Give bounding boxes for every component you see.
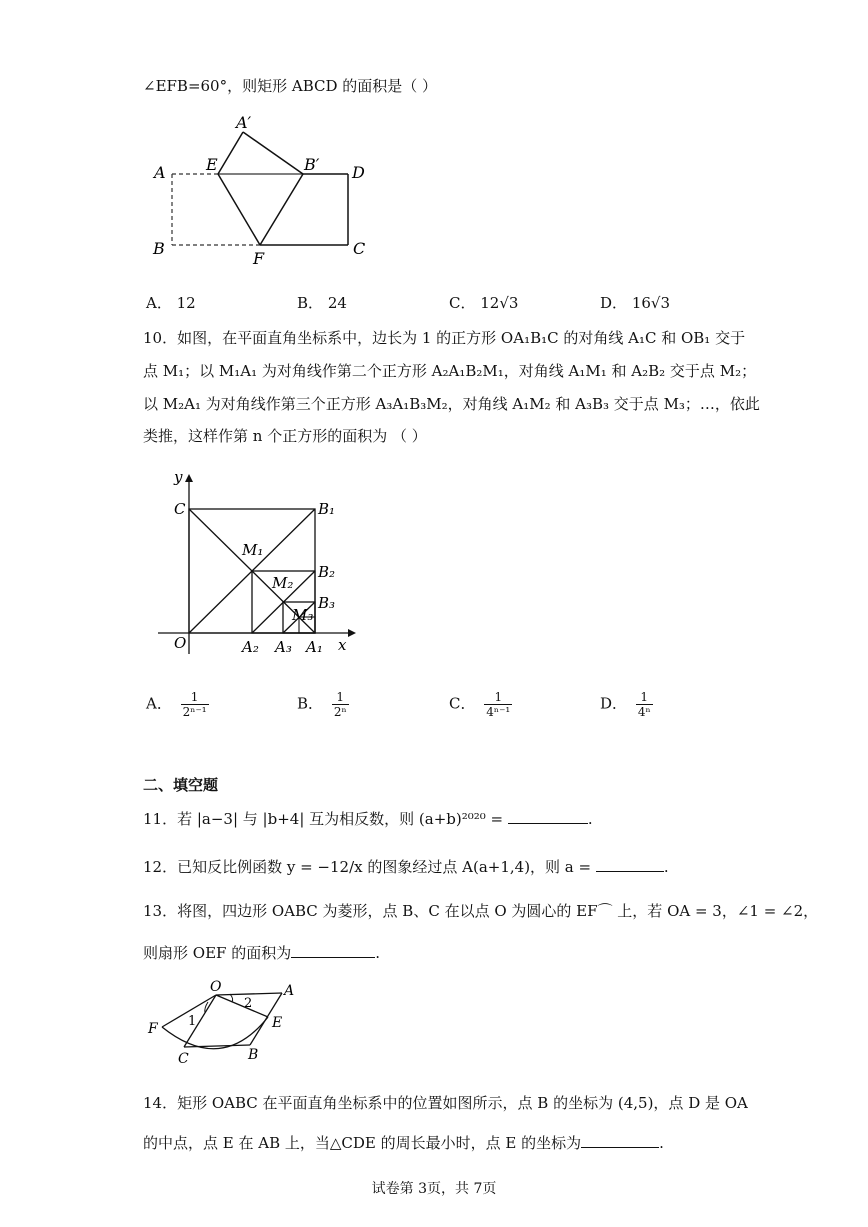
label-b3: B₃ [318,594,336,612]
label-f: F [253,249,265,268]
q9-rectangle-fold-figure [140,108,380,268]
q9-option-a: A． 12 [146,294,196,312]
q9-text-tail: ∠EFB=60°，则矩形 ABCD 的面积是（ ） [143,77,438,95]
label-a-prime: A′ [236,113,252,132]
label-o: O [174,634,187,652]
label-a2: A₂ [242,638,259,656]
label-a1: A₁ [306,638,323,656]
label-b: B [248,1047,259,1063]
q14-answer-blank[interactable] [581,1133,659,1148]
q9-option-b: B． 24 [297,294,347,312]
label-a: A [284,983,295,999]
q10-line-4: 类推，这样作第 n 个正方形的面积为 （ ） [143,427,427,445]
q13-line-2: 则扇形 OEF 的面积为 . [143,944,380,962]
q10-line-3: 以 M₂A₁ 为对角线作第三个正方形 A₃A₁B₃M₂，对角线 A₁M₂ 和 A₃B₃ 交于点 M₃；…，依此 [143,395,760,413]
label-x: x [338,636,347,654]
label-m1: M₁ [242,541,264,559]
label-c: C [178,1051,189,1065]
label-e: E [272,1015,283,1031]
label-y: y [174,468,183,486]
q11-answer-blank[interactable] [508,809,588,824]
label-o: O [210,979,222,995]
q10-option-b: B． $\frac{1}{\text{2ⁿ}}$ [297,690,347,719]
q12-text: 12．已知反比例函数 y = −12/x 的图象经过点 A(a+1,4)，则 a = . [143,858,669,876]
q10-line-2: 点 M₁；以 M₁A₁ 为对角线作第二个正方形 A₂A₁B₂M₁，对角线 A₁M₁ 和 A₂B₂ 交于点 M₂； [143,362,757,380]
q11-text: 11．若 |a−3| 与 |b+4| 互为相反数，则 (a+b)²⁰²⁰ = . [143,810,593,828]
label-c: C [174,500,186,518]
label-angle-1: 1 [188,1014,197,1029]
q12-answer-blank[interactable] [596,857,664,872]
label-m3: M₃ [292,606,314,624]
q14-line-1: 14．矩形 OABC 在平面直角坐标系中的位置如图所示，点 B 的坐标为 (4,5)，点 D 是 OA [143,1094,748,1112]
q13-sector-rhombus-figure [142,975,312,1065]
q9-option-c: C． 12√3 [449,294,519,312]
label-b1: B₁ [318,500,336,518]
label-b: B [153,239,165,258]
label-angle-2: 2 [244,996,253,1011]
label-b-prime: B′ [304,155,320,174]
q10-option-d: D． $\frac{1}{\text{4ⁿ}}$ [600,690,651,719]
q9-option-d: D． 16√3 [600,294,671,312]
label-c: C [353,239,366,258]
page-footer: 试卷第 3页，共 7页 [371,1181,497,1197]
label-f: F [148,1021,158,1037]
q10-nested-squares-figure [150,462,370,662]
q13-line-1: 13．将图，四边形 OABC 为菱形，点 B、C 在以点 O 为圆心的 EF⌒ 上，若 OA = 3，∠1 = ∠2， [143,902,819,920]
q10-option-a: A． $\frac{1}{\text{2ⁿ⁻¹}}$ [146,690,207,719]
q14-line-2: 的中点，点 E 在 AB 上，当△CDE 的周长最小时，点 E 的坐标为 . [143,1134,664,1152]
label-e: E [206,155,218,174]
q13-answer-blank[interactable] [291,943,375,958]
label-m2: M₂ [272,574,294,592]
q10-line-1: 10．如图，在平面直角坐标系中，边长为 1 的正方形 OA₁B₁C 的对角线 A₁C 和 OB₁ 交于 [143,329,746,347]
q10-option-c: C． $\frac{1}{\text{4ⁿ⁻¹}}$ [449,690,511,719]
label-b2: B₂ [318,563,336,581]
section-heading: 二、填空题 [143,776,219,794]
label-a3: A₃ [275,638,292,656]
label-d: D [352,163,365,182]
label-a: A [154,163,166,182]
